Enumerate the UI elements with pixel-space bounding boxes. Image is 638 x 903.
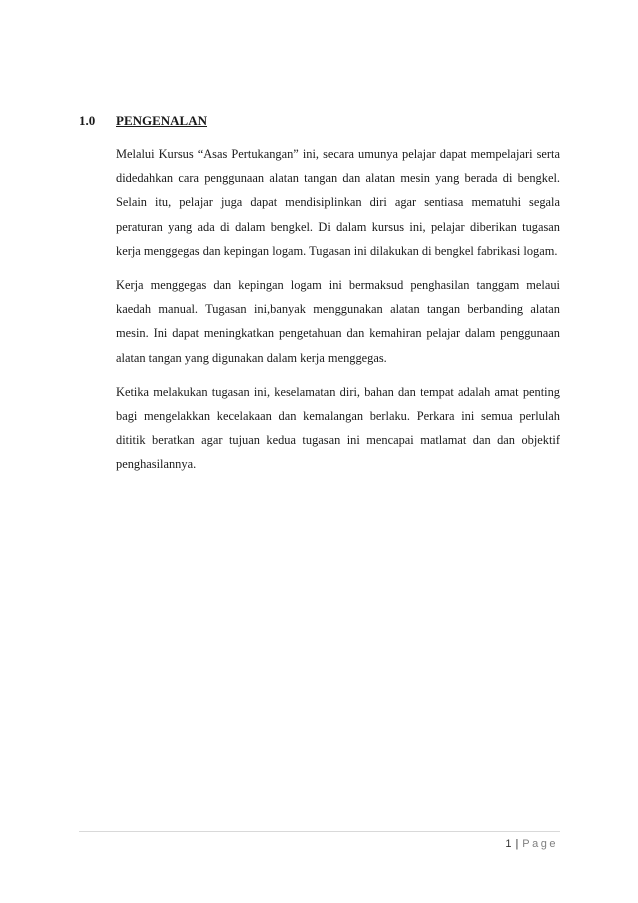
paragraph-method: Kerja menggegas dan kepingan logam ini bermaksud penghasilan tanggam melaui kaedah manual. Tugasan ini,banyak menggunakan alatan tangan berbanding alatan mesin. Ini dapat meningkatkan pengetahuan dan kemahiran pelajar dalam penggunaan alatan tangan yang digunakan dalam kerja menggegas.: [116, 278, 560, 365]
paragraph-safety: Ketika melakukan tugasan ini, keselamatan diri, bahan dan tempat adalah amat penting bagi mengelakkan kecelakaan dan kemalangan berlaku. Perkara ini semua perlulah dititik beratkan agar tujuan kedua tugasan ini mencapai matlamat dan dan objektif penghasilannya.: [116, 384, 560, 472]
page-footer: [505, 838, 558, 850]
section-title: PENGENALAN: [116, 113, 208, 128]
paragraph-intro: Melalui Kursus “Asas Pertukangan” ini, secara umunya pelajar dapat mempelajari serta didedahkan cara penggunaan alatan tangan dan alatan mesin yang berada di bengkel. Selain itu, pelajar juga dapat mendisiplinkan diri agar sentiasa mematuhi segala peraturan yang ada di dalam bengkel. Di dalam kursus ini, pelajar diberikan tugasan kerja menggegas dan kepingan logam. Tugasan ini dilakukan di bengkel fabrikasi logam.: [116, 147, 560, 258]
section-body: [116, 142, 560, 487]
page-number: 1: [505, 838, 512, 850]
footer-divider: [79, 831, 560, 832]
footer-separator: |: [515, 838, 519, 850]
section-number: 1.0: [79, 113, 96, 128]
section-heading: [79, 113, 559, 133]
page-label: Page: [522, 838, 558, 850]
